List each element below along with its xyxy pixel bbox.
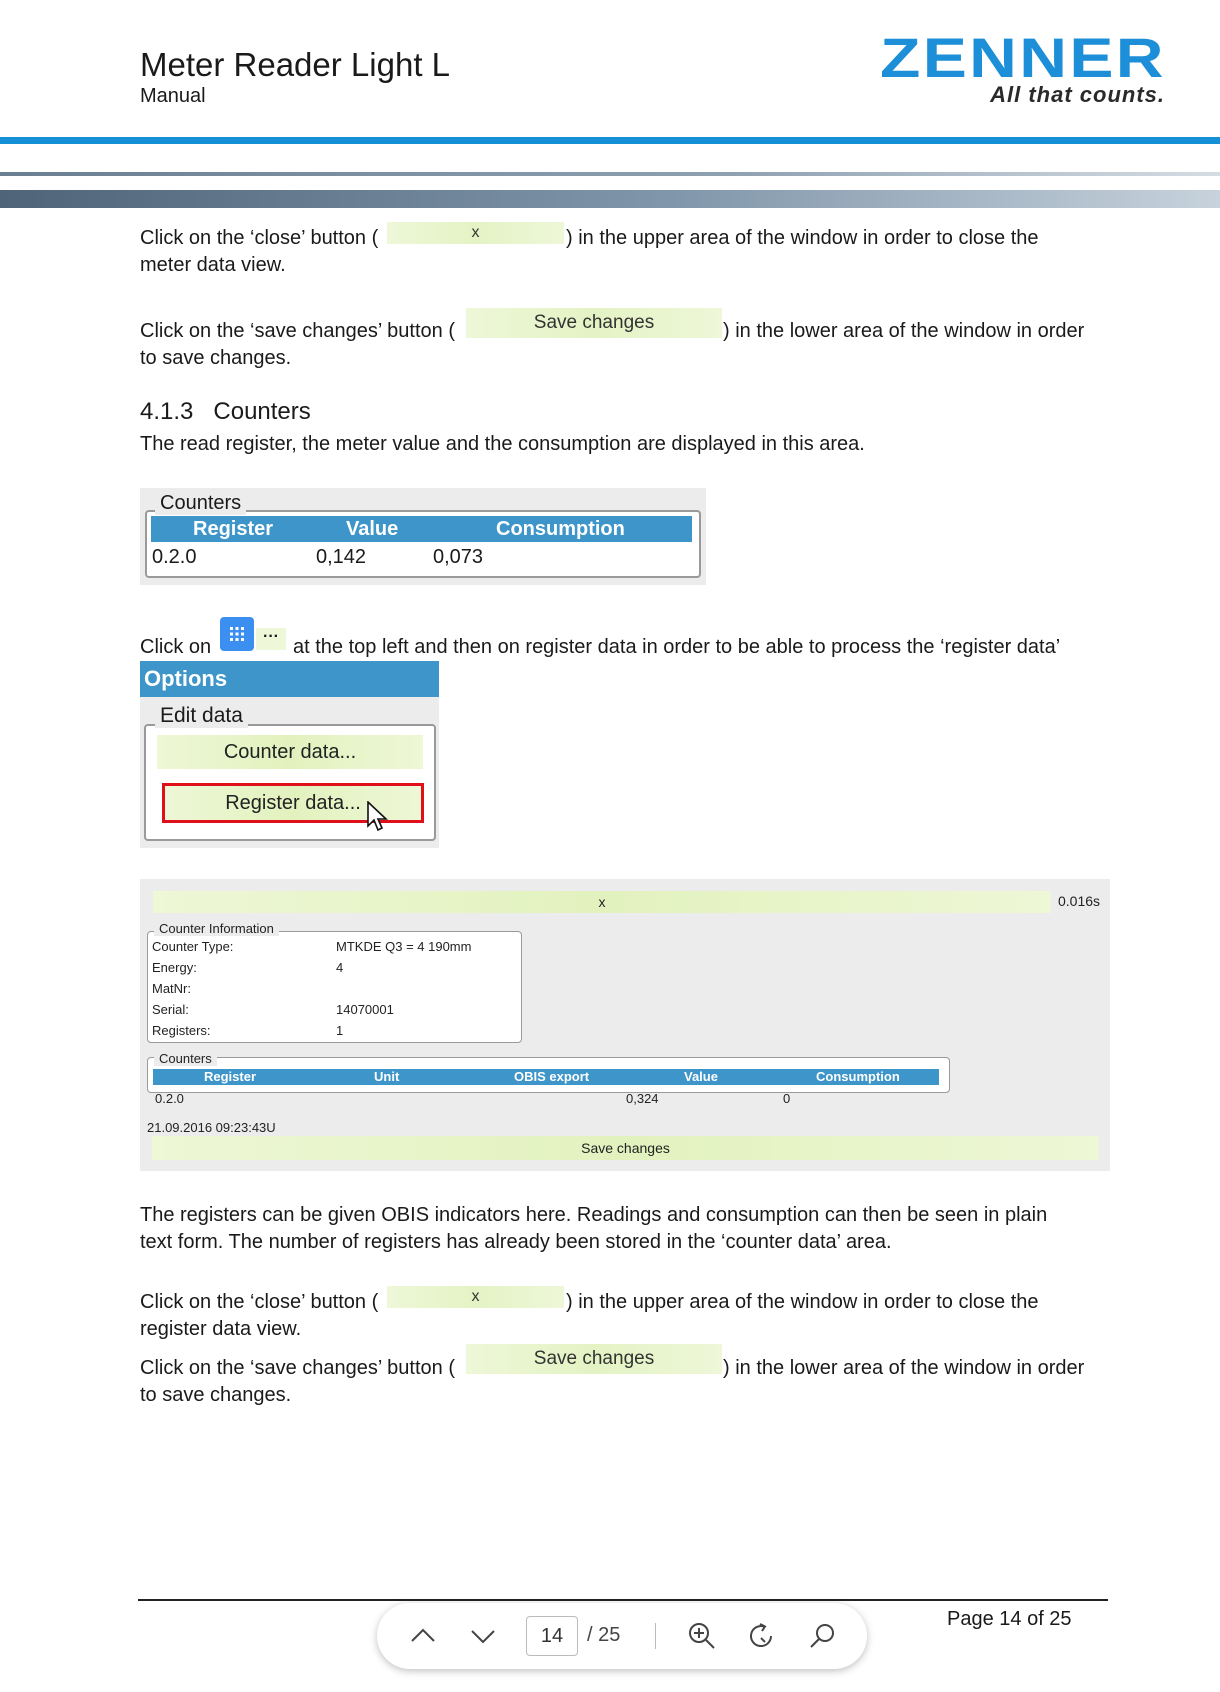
register-data-button[interactable]: Register data...	[162, 783, 424, 823]
logo-word: ZENNER	[880, 26, 1166, 89]
para4-line1-start: Click on the ‘close’ button (	[140, 1291, 379, 1313]
rotate-icon[interactable]	[747, 1621, 777, 1651]
next-page-icon[interactable]	[468, 1621, 498, 1651]
para2-line1-start: Click on the ‘save changes’ button (	[140, 320, 455, 342]
counters-legend: Counters	[155, 492, 246, 515]
edit-data-legend: Edit data	[155, 704, 248, 728]
counters-cell-register: 0.2.0	[152, 546, 197, 568]
inline-save-changes-button-2: Save changes	[466, 1344, 722, 1374]
counters-cell-consumption: 0,073	[433, 546, 484, 568]
register-header-row	[153, 1069, 939, 1085]
page-number-input[interactable]: 14	[526, 1616, 578, 1656]
footer-rule	[138, 1599, 1108, 1601]
header-grey-rule-thin	[0, 172, 1220, 176]
toolbar-separator	[655, 1623, 656, 1649]
document-title: Meter Reader Light L	[140, 46, 451, 83]
options-title: Options	[140, 661, 439, 697]
counters-header-row	[151, 516, 692, 542]
header-grey-rule-thick	[0, 190, 1220, 208]
logo-tagline: All that counts.	[990, 82, 1165, 107]
header-value: Value	[346, 518, 399, 540]
menu-dots-icon: ···	[256, 628, 286, 650]
inline-close-button-2: x	[387, 1286, 564, 1308]
para2-line1-end: ) in the lower area of the window in order	[723, 320, 1085, 342]
mouse-cursor-icon	[366, 801, 388, 835]
previous-page-icon[interactable]	[408, 1621, 438, 1651]
info-value-energy: 4	[336, 960, 344, 975]
para4-line1-end: ) in the upper area of the window in order to close the	[566, 1291, 1039, 1313]
register-cell-consumption[interactable]: 0	[783, 1091, 791, 1106]
info-label-matnr: MatNr:	[152, 981, 191, 996]
counter-data-button[interactable]: Counter data...	[157, 735, 423, 769]
para5-line1-start: Click on the ‘save changes’ button (	[140, 1357, 455, 1379]
section-description: The read register, the meter value and the consumption are displayed in this area.	[140, 433, 865, 455]
info-value-registers: 1	[336, 1023, 344, 1038]
info-label-counter-type: Counter Type:	[152, 939, 234, 954]
click-on-text-start: Click on	[140, 636, 212, 658]
para1-line1-end: ) in the upper area of the window in order to close the	[566, 227, 1039, 249]
inline-save-changes-button: Save changes	[466, 308, 722, 338]
para3-line1: The registers can be given OBIS indicators here. Readings and consumption can then be seen in plain	[140, 1204, 1048, 1226]
section-title: Counters	[213, 398, 311, 425]
para1-line2: meter data view.	[140, 254, 286, 276]
page-total-label: / 25	[587, 1624, 621, 1646]
para3-line2: text form. The number of registers has already been stored in the ‘counter data’ area.	[140, 1231, 892, 1253]
counters-screenshot	[140, 488, 706, 585]
section-heading	[140, 398, 311, 426]
inline-close-button: x	[387, 222, 564, 244]
header-value: Value	[684, 1069, 718, 1084]
header-register: Register	[193, 518, 274, 540]
section-number: 4.1.3	[140, 398, 194, 425]
info-label-registers: Registers:	[152, 1023, 211, 1038]
page-number-label: Page 14 of 25	[947, 1608, 1072, 1630]
info-label-energy: Energy:	[152, 960, 197, 975]
grid-menu-icon	[220, 617, 254, 651]
timestamp-label: 21.09.2016 09:23:43U	[147, 1120, 276, 1135]
register-close-button[interactable]: x	[153, 891, 1051, 913]
timing-label: 0.016s	[1058, 893, 1101, 909]
info-value-serial: 14070001	[336, 1002, 394, 1017]
para5-line2: to save changes.	[140, 1384, 292, 1406]
info-label-serial: Serial:	[152, 1002, 189, 1017]
header-blue-rule	[0, 137, 1220, 144]
document-subtitle: Manual	[140, 85, 206, 107]
para4-line2: register data view.	[140, 1318, 302, 1340]
search-icon[interactable]	[808, 1621, 838, 1651]
zenner-logo	[880, 28, 1165, 108]
header-register: Register	[204, 1069, 257, 1084]
register-save-changes-button[interactable]: Save changes	[152, 1136, 1099, 1160]
register-data-screenshot	[140, 879, 1110, 1171]
register-cell-register[interactable]: 0.2.0	[155, 1091, 184, 1106]
register-cell-value[interactable]: 0,324	[626, 1091, 659, 1106]
click-on-text-end: at the top left and then on register data in order to be able to process the ‘register data’	[293, 636, 1061, 658]
options-screenshot	[140, 661, 439, 848]
para2-line2: to save changes.	[140, 347, 292, 369]
header-consumption: Consumption	[816, 1069, 900, 1084]
para5-line1-end: ) in the lower area of the window in order	[723, 1357, 1085, 1379]
info-value-counter-type: MTKDE Q3 = 4 190mm	[336, 939, 472, 954]
counters-cell-value: 0,142	[316, 546, 367, 568]
register-counters-legend: Counters	[154, 1051, 217, 1066]
zoom-in-icon[interactable]	[687, 1621, 717, 1651]
pdf-toolbar	[377, 1603, 867, 1669]
header-consumption: Consumption	[496, 518, 625, 540]
header-unit: Unit	[374, 1069, 400, 1084]
header-obis-export: OBIS export	[514, 1069, 590, 1084]
counter-info-legend: Counter Information	[154, 921, 279, 936]
para1-line1-start: Click on the ‘close’ button (	[140, 227, 379, 249]
